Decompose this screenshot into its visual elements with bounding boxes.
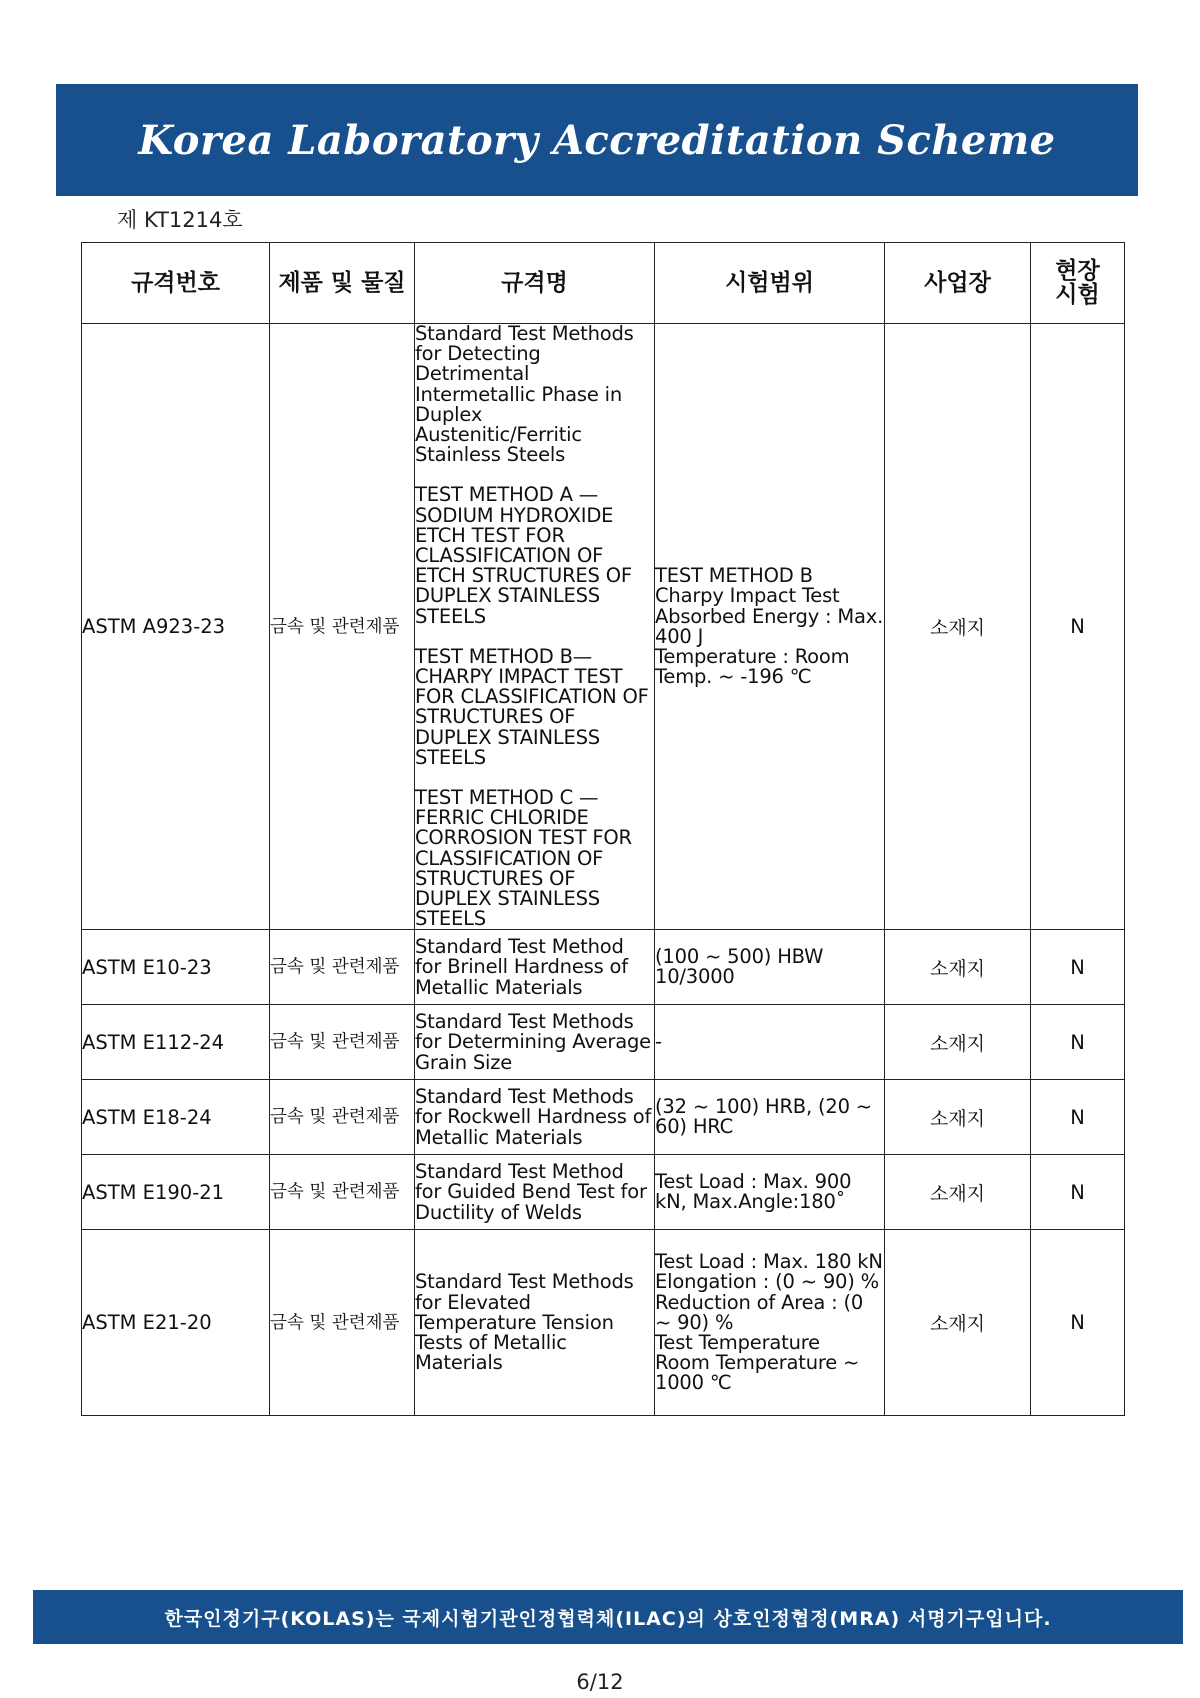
standard-name (415, 324, 655, 930)
standard-number: ASTM E18-24 (82, 1080, 270, 1155)
business-site: 소재지 (885, 1080, 1031, 1155)
business-site: 소재지 (885, 324, 1031, 930)
table-row (82, 1005, 1125, 1080)
business-site: 소재지 (885, 1005, 1031, 1080)
certificate-number: 제 KT1214호 (117, 208, 243, 232)
standard-name-paragraph: Standard Test Methods for Elevated Temperature Tension Tests of Metallic Materials (415, 1270, 634, 1375)
standard-name (415, 1005, 655, 1080)
business-site: 소재지 (885, 1230, 1031, 1416)
column-header-label: 시험 (1055, 281, 1100, 308)
product-material (270, 324, 415, 930)
test-range: Test Load : Max. 180 kN Elongation : (0 ~ 90) % Reduction of Area : (0 ~ 90) % Test Temperature Room Temperature ~ 1000 ℃ (655, 1230, 885, 1416)
product-material-text: 금속 및 관련제품 (270, 1182, 400, 1203)
product-material-text: 금속 및 관련제품 (270, 957, 400, 978)
table-row (82, 1080, 1125, 1155)
standard-name-paragraph: TEST METHOD B—CHARPY IMPACT TEST FOR CLASSIFICATION OF STRUCTURES OF DUPLEX STAINLESS STEELS (415, 644, 649, 769)
product-material (270, 1005, 415, 1080)
product-material (270, 1080, 415, 1155)
column-header (1031, 243, 1125, 324)
test-range: Test Load : Max. 900 kN, Max.Angle:180˚ (655, 1155, 885, 1230)
header-title: Korea Laboratory Accreditation Scheme (138, 116, 1056, 164)
table-row (82, 930, 1125, 1005)
standard-number: ASTM E21-20 (82, 1230, 270, 1416)
page-number: 6/12 (576, 1670, 624, 1694)
table-header-row (82, 243, 1125, 324)
test-range: (32 ~ 100) HRB, (20 ~ 60) HRC (655, 1080, 885, 1155)
standard-name-paragraph: Standard Test Method for Guided Bend Test for Ductility of Welds (415, 1160, 647, 1224)
standard-number: ASTM A923-23 (82, 324, 270, 930)
standard-name-paragraph: Standard Test Method for Brinell Hardness of Metallic Materials (415, 935, 628, 999)
onsite-test: N (1031, 1230, 1125, 1416)
product-material-text: 금속 및 관련제품 (270, 1312, 400, 1333)
footer-text: 한국인정기구(KOLAS)는 국제시험기관인정협력체(ILAC)의 상호인정협정(MRA) 서명기구입니다. (164, 1607, 1052, 1630)
header-banner (56, 84, 1138, 196)
standard-name (415, 930, 655, 1005)
accreditation-table (81, 242, 1125, 1416)
column-header-label: 현장 (1055, 257, 1100, 284)
onsite-test: N (1031, 1155, 1125, 1230)
column-header-label: 시험범위 (725, 270, 814, 296)
standard-name (415, 1155, 655, 1230)
standard-number: ASTM E112-24 (82, 1005, 270, 1080)
standard-number: ASTM E10-23 (82, 930, 270, 1005)
table-row (82, 324, 1125, 930)
business-site: 소재지 (885, 1155, 1031, 1230)
onsite-test: N (1031, 930, 1125, 1005)
product-material (270, 1155, 415, 1230)
column-header-label: 사업장 (924, 270, 991, 296)
test-range: (100 ~ 500) HBW 10/3000 (655, 930, 885, 1005)
column-header (655, 243, 885, 324)
column-header-label: 규격번호 (131, 270, 220, 296)
product-material-text: 금속 및 관련제품 (270, 616, 400, 637)
column-header (82, 243, 270, 324)
standard-name (415, 1080, 655, 1155)
standard-name-paragraph: TEST METHOD C — FERRIC CHLORIDE CORROSION TEST FOR CLASSIFICATION OF STRUCTURES OF DUPLEX STAINLESS STEELS (415, 786, 632, 931)
table-row (82, 1230, 1125, 1416)
business-site: 소재지 (885, 930, 1031, 1005)
column-header (885, 243, 1031, 324)
column-header-label: 규격명 (501, 270, 568, 296)
column-header-label: 제품 및 물질 (278, 270, 406, 296)
standard-number: ASTM E190-21 (82, 1155, 270, 1230)
standard-name-paragraph: TEST METHOD A — SODIUM HYDROXIDE ETCH TEST FOR CLASSIFICATION OF ETCH STRUCTURES OF DUPLEX STAINLESS STEELS (415, 483, 632, 628)
standard-name-paragraph: Standard Test Methods for Determining Average Grain Size (415, 1010, 651, 1074)
column-header (270, 243, 415, 324)
standard-name-paragraph: Standard Test Methods for Rockwell Hardness of Metallic Materials (415, 1085, 652, 1149)
test-range: - (655, 1005, 885, 1080)
standard-name (415, 1230, 655, 1416)
test-range: TEST METHOD B Charpy Impact Test Absorbed Energy : Max. 400 J Temperature : Room Temp. ~ -196 ℃ (655, 324, 885, 930)
table-body (82, 324, 1125, 1416)
onsite-test: N (1031, 1005, 1125, 1080)
onsite-test: N (1031, 324, 1125, 930)
product-material-text: 금속 및 관련제품 (270, 1032, 400, 1053)
product-material (270, 1230, 415, 1416)
column-header (415, 243, 655, 324)
product-material-text: 금속 및 관련제품 (270, 1107, 400, 1128)
footer-banner (33, 1590, 1183, 1644)
table-row (82, 1155, 1125, 1230)
onsite-test: N (1031, 1080, 1125, 1155)
product-material (270, 930, 415, 1005)
standard-name-paragraph: Standard Test Methods for Detecting Detrimental Intermetallic Phase in Duplex Austenitic/Ferritic Stainless Steels (415, 322, 634, 467)
